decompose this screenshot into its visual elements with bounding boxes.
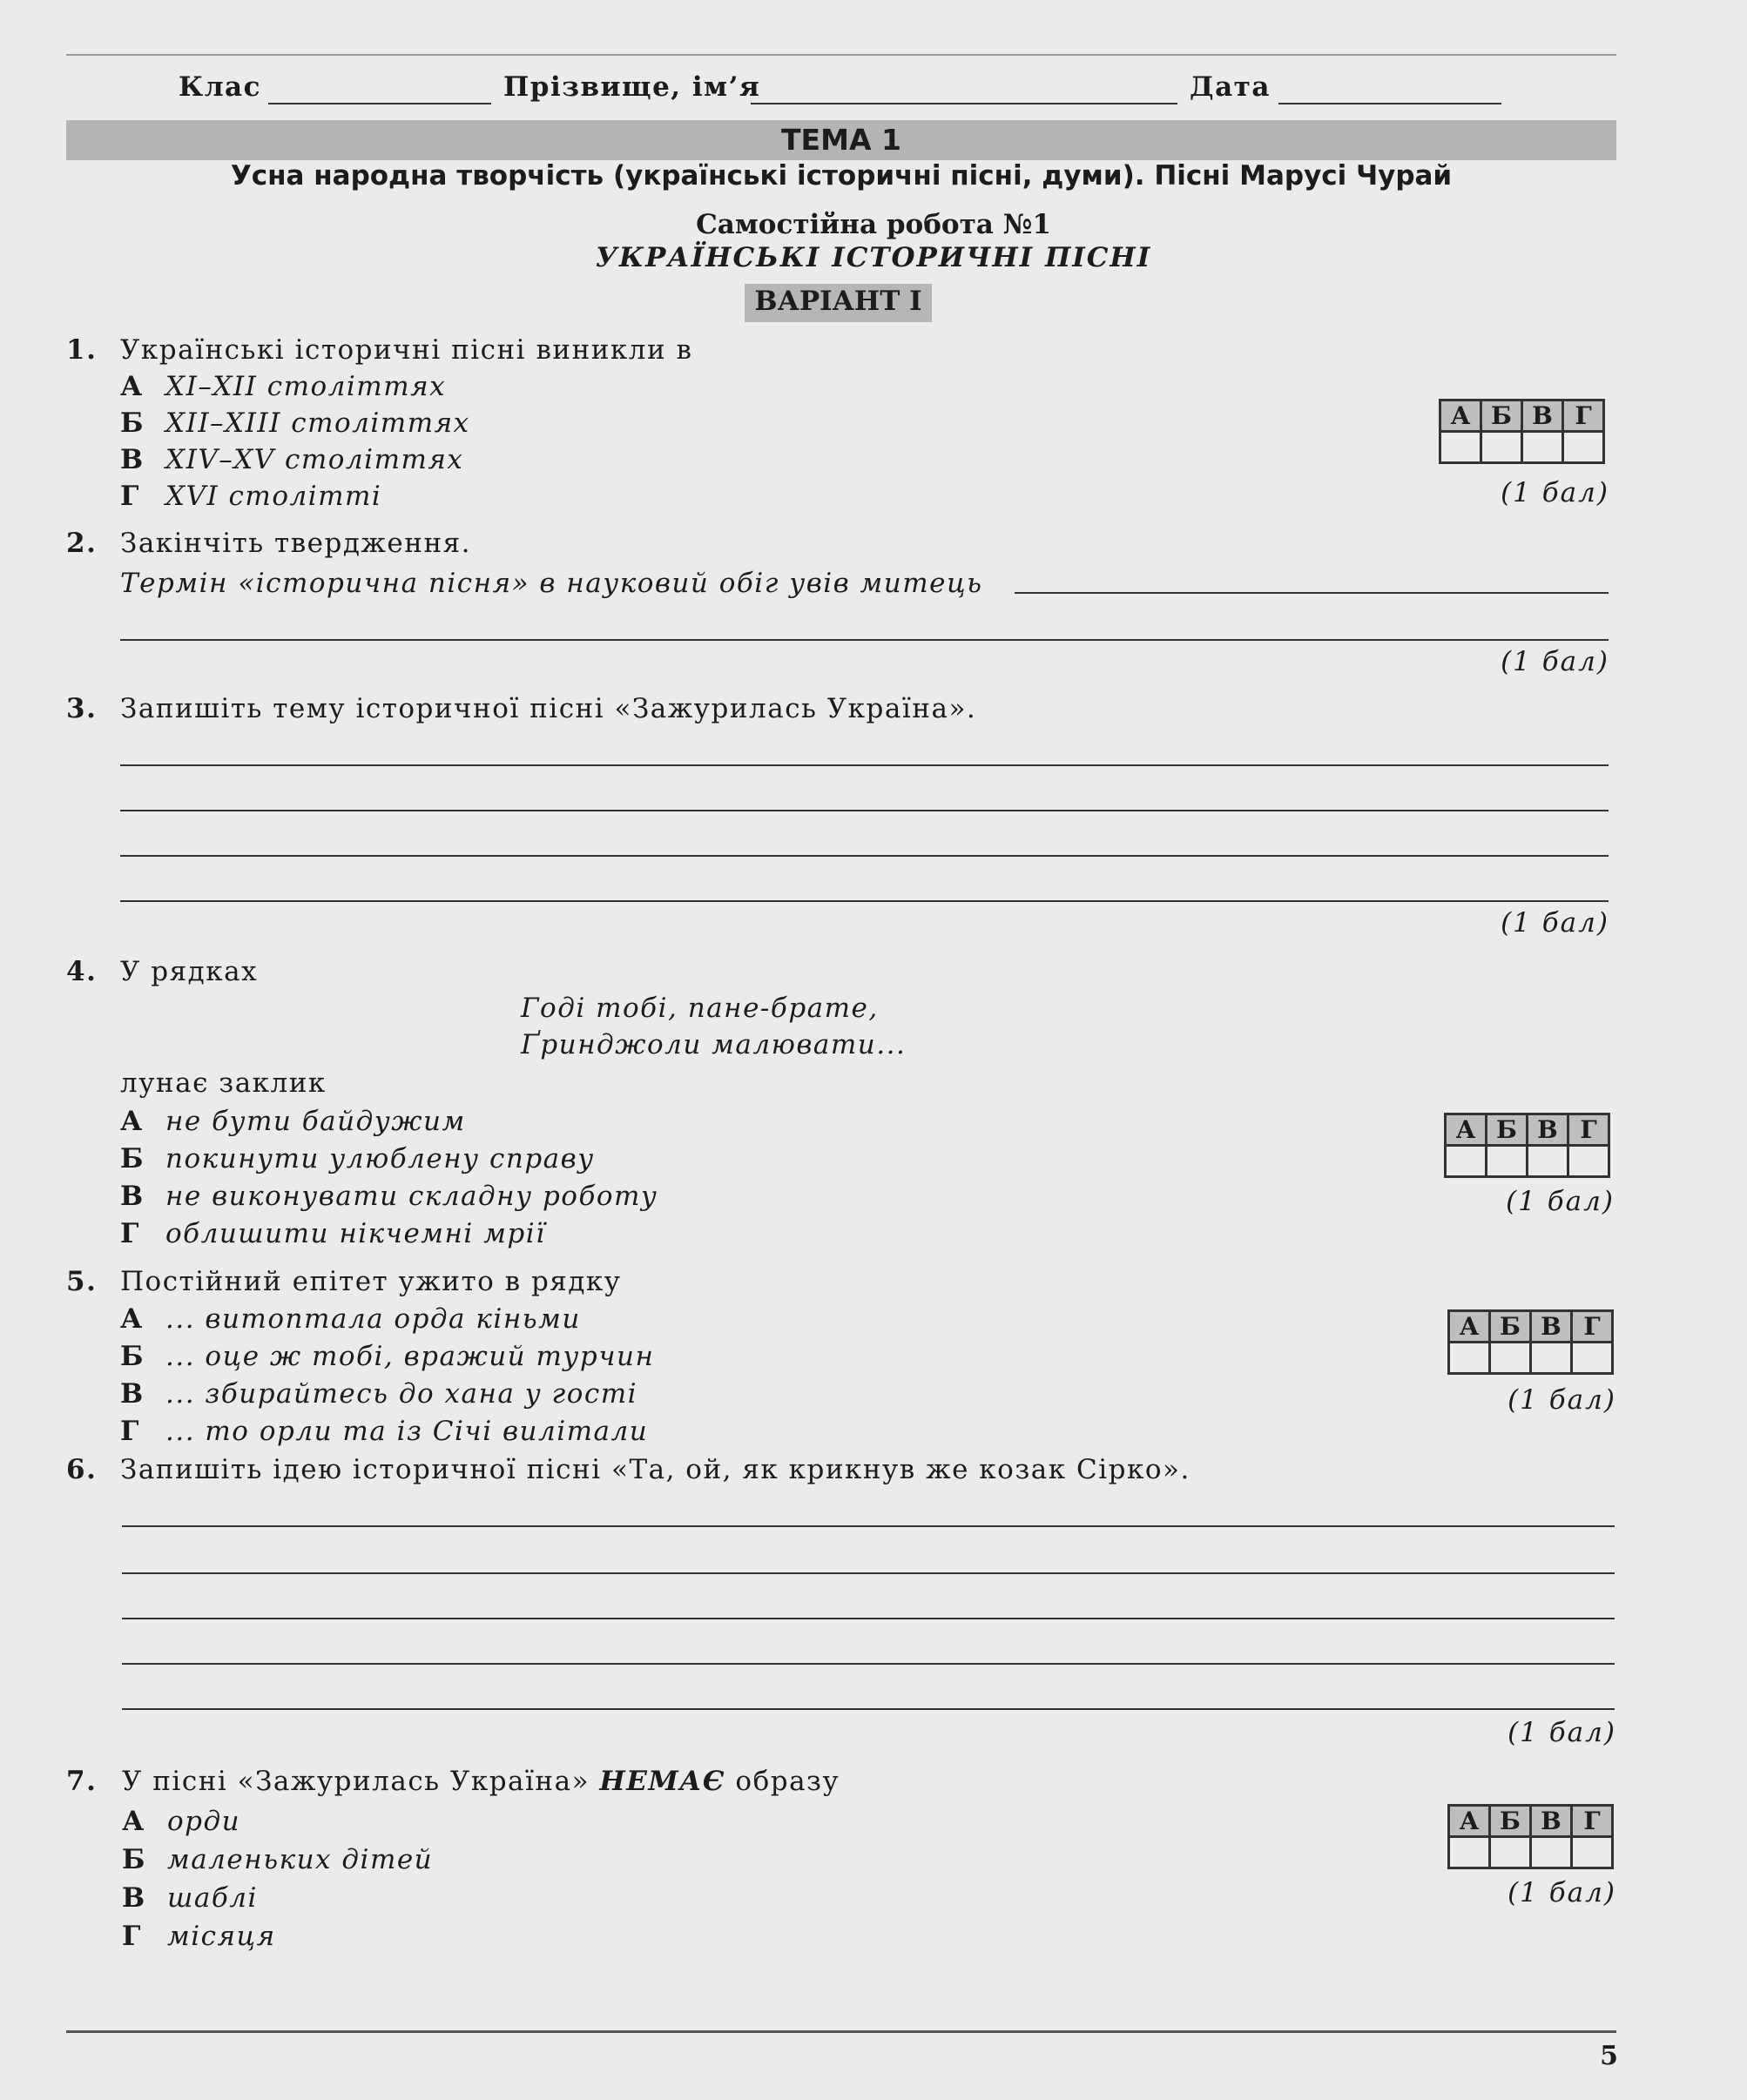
answer-cell[interactable]	[1572, 1343, 1613, 1374]
q5-answer-grid	[1447, 1309, 1614, 1375]
q4-quote-line-1: Годі тобі, пане-брате,	[521, 993, 879, 1024]
q2-prompt: Термін «історична пісня» в науковий обіг увів митець	[120, 568, 983, 599]
q3-answer-line[interactable]	[120, 900, 1609, 902]
q5-option-a[interactable]: А ... витоптала орда кіньми	[120, 1303, 581, 1335]
surname-field[interactable]	[751, 103, 1177, 104]
surname-label: Прізвище, ім’я	[503, 71, 761, 103]
q6-answer-line[interactable]	[122, 1525, 1615, 1527]
class-label: Клас	[179, 71, 262, 103]
answer-letter: А	[1446, 1114, 1487, 1146]
answer-letter: В	[1531, 1311, 1572, 1343]
q4-after-text: лунає заклик	[120, 1067, 327, 1099]
q5-option-v[interactable]: В ... збирайтесь до хана у гості	[120, 1378, 638, 1410]
date-label: Дата	[1190, 71, 1271, 103]
answer-cell[interactable]	[1531, 1837, 1572, 1868]
work-title: Самостійна робота №1	[696, 209, 1051, 240]
q5-option-g[interactable]: Г ... то орли та із Січі вилітали	[120, 1416, 649, 1447]
q6-points: (1 бал)	[1508, 1717, 1616, 1748]
q2-number: 2.	[66, 528, 98, 559]
answer-cell[interactable]	[1572, 1837, 1613, 1868]
q3-number: 3.	[66, 693, 98, 724]
q4-text: У рядках	[120, 956, 259, 987]
answer-letter: В	[1522, 400, 1563, 432]
q2-answer-line[interactable]	[120, 639, 1609, 641]
answer-cell[interactable]	[1446, 1146, 1487, 1177]
q6-number: 6.	[66, 1454, 98, 1485]
answer-cell[interactable]	[1490, 1343, 1531, 1374]
q4-option-a[interactable]: А не бути байдужим	[120, 1106, 466, 1137]
answer-cell[interactable]	[1563, 432, 1604, 463]
answer-cell[interactable]	[1449, 1343, 1490, 1374]
answer-cell[interactable]	[1481, 432, 1522, 463]
q3-text: Запишіть тему історичної пісні «Зажурилась Україна».	[120, 693, 977, 724]
answer-letter: Г	[1563, 400, 1604, 432]
answer-letter: Б	[1487, 1114, 1528, 1146]
answer-letter: Г	[1568, 1114, 1609, 1146]
top-rule	[66, 54, 1616, 56]
answer-letter: В	[1531, 1806, 1572, 1837]
footer-rule	[66, 2030, 1616, 2033]
q7-option-v[interactable]: В шаблі	[122, 1882, 258, 1914]
q7-answer-grid	[1447, 1804, 1614, 1869]
q4-option-b[interactable]: Б покинути улюблену справу	[120, 1143, 595, 1175]
work-subtitle: УКРАЇНСЬКІ ІСТОРИЧНІ ПІСНІ	[595, 242, 1152, 273]
date-field[interactable]	[1278, 103, 1501, 104]
q7-text: У пісні «Зажурилась Україна» НЕМАЄ образу	[122, 1766, 840, 1797]
q2-answer-line[interactable]	[1015, 592, 1609, 594]
q6-answer-line[interactable]	[122, 1708, 1615, 1710]
answer-cell[interactable]	[1440, 432, 1481, 463]
theme-title: ТЕМА 1	[781, 123, 901, 157]
q7-number: 7.	[66, 1766, 98, 1797]
q2-points: (1 бал)	[1501, 646, 1609, 677]
theme-subtitle: Усна народна творчість (українські історичні пісні, думи). Пісні Марусі Чурай	[230, 160, 1453, 192]
answer-cell[interactable]	[1531, 1343, 1572, 1374]
answer-letter: Г	[1572, 1806, 1613, 1837]
q1-option-b[interactable]: Б XII–XIII століттях	[120, 407, 470, 439]
answer-letter: Б	[1490, 1311, 1531, 1343]
q7-points: (1 бал)	[1508, 1877, 1616, 1908]
q7-option-g[interactable]: Г місяця	[122, 1921, 276, 1952]
q1-points: (1 бал)	[1501, 477, 1609, 508]
q1-text: Українські історичні пісні виникли в	[120, 334, 693, 366]
answer-letter: А	[1449, 1806, 1490, 1837]
class-field[interactable]	[268, 103, 491, 104]
answer-letter: Г	[1572, 1311, 1613, 1343]
q3-answer-line[interactable]	[120, 764, 1609, 766]
q3-answer-line[interactable]	[120, 855, 1609, 857]
answer-letter: Б	[1481, 400, 1522, 432]
q4-quote-line-2: Ґринджоли малювати...	[521, 1029, 907, 1060]
answer-letter: Б	[1490, 1806, 1531, 1837]
answer-letter: В	[1528, 1114, 1568, 1146]
q6-answer-line[interactable]	[122, 1663, 1615, 1665]
q3-answer-line[interactable]	[120, 810, 1609, 811]
q4-option-v[interactable]: В не виконувати складну роботу	[120, 1181, 658, 1212]
answer-cell[interactable]	[1568, 1146, 1609, 1177]
q4-option-g[interactable]: Г облишити нікчемні мрії	[120, 1218, 546, 1249]
q5-option-b[interactable]: Б ... оце ж тобі, вражий турчин	[120, 1341, 655, 1372]
q2-text: Закінчіть твердження.	[120, 528, 472, 559]
q5-text: Постійний епітет ужито в рядку	[120, 1266, 622, 1297]
answer-letter: А	[1440, 400, 1481, 432]
answer-cell[interactable]	[1487, 1146, 1528, 1177]
answer-cell[interactable]	[1522, 432, 1563, 463]
q1-option-v[interactable]: В XIV–XV століттях	[120, 444, 464, 475]
q4-number: 4.	[66, 956, 98, 987]
q6-answer-line[interactable]	[122, 1618, 1615, 1619]
answer-cell[interactable]	[1449, 1837, 1490, 1868]
q4-points: (1 бал)	[1506, 1186, 1615, 1217]
q7-option-a[interactable]: А орди	[122, 1806, 241, 1837]
page-number: 5	[1600, 2041, 1618, 2071]
q7-option-b[interactable]: Б маленьких дітей	[122, 1844, 434, 1875]
q5-points: (1 бал)	[1508, 1384, 1616, 1416]
answer-cell[interactable]	[1490, 1837, 1531, 1868]
q3-points: (1 бал)	[1501, 907, 1609, 939]
q1-answer-grid	[1439, 399, 1605, 464]
answer-cell[interactable]	[1528, 1146, 1568, 1177]
variant-label: ВАРІАНТ І	[754, 286, 922, 317]
q1-option-g[interactable]: Г XVI столітті	[120, 481, 382, 512]
q4-answer-grid	[1444, 1113, 1610, 1178]
answer-letter: А	[1449, 1311, 1490, 1343]
q1-option-a[interactable]: А XI–XII століттях	[120, 371, 447, 402]
q1-number: 1.	[66, 334, 98, 366]
q6-answer-line[interactable]	[122, 1572, 1615, 1574]
q5-number: 5.	[66, 1266, 98, 1297]
q6-text: Запишіть ідею історичної пісні «Та, ой, як крикнув же козак Сірко».	[120, 1454, 1191, 1485]
